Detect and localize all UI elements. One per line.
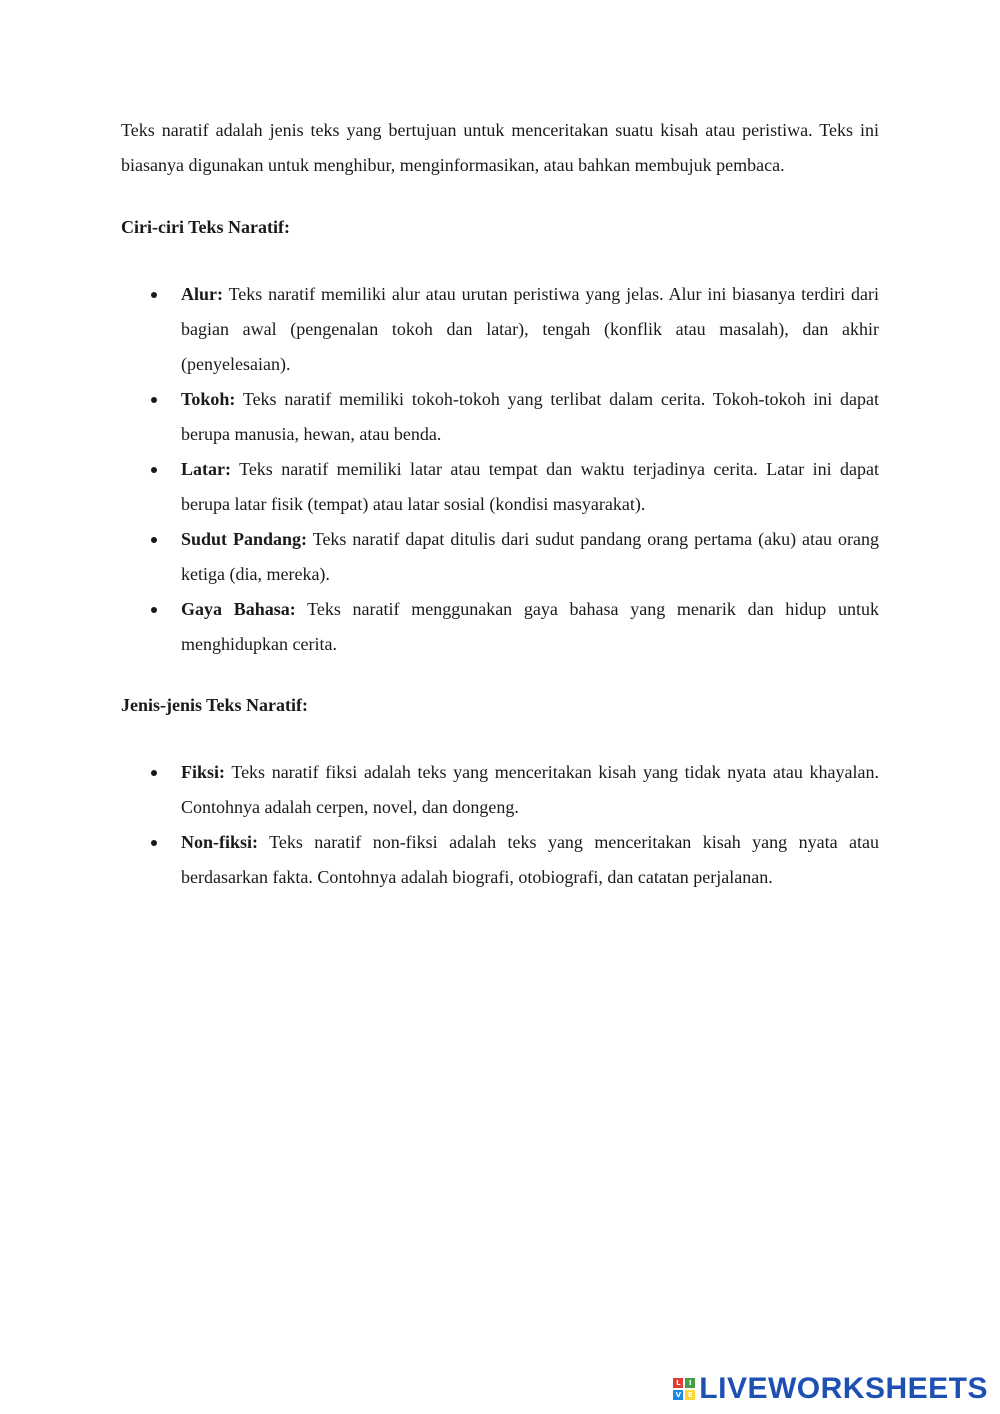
item-term: Non-fiksi: — [181, 832, 259, 852]
item-term: Sudut Pandang: — [181, 529, 308, 549]
logo-letter: I — [685, 1378, 695, 1388]
section-heading-ciri-ciri: Ciri-ciri Teks Naratif: — [121, 217, 290, 237]
item-term: Alur: — [181, 284, 223, 304]
list-item — [121, 522, 879, 592]
item-term: Tokoh: — [181, 389, 236, 409]
bullet-icon — [151, 840, 157, 846]
list-item — [121, 277, 879, 382]
list-item — [121, 452, 879, 522]
intro-paragraph: Teks naratif adalah jenis teks yang bertujuan untuk menceritakan suatu kisah atau peristiwa. Teks ini biasanya digunakan untuk menghibur, menginformasikan, atau bahkan membujuk pembaca. — [121, 120, 879, 175]
bullet-icon — [151, 607, 157, 613]
item-term: Fiksi: — [181, 762, 226, 782]
list-item — [121, 592, 879, 662]
logo-letter: L — [673, 1378, 683, 1388]
bullet-icon — [151, 292, 157, 298]
ciri-ciri-list — [121, 277, 879, 662]
bullet-icon — [151, 537, 157, 543]
item-text: Teks naratif dapat ditulis dari sudut pandang orang pertama (aku) atau orang ketiga (dia, mereka). — [181, 529, 879, 584]
bullet-icon — [151, 467, 157, 473]
item-text: Teks naratif memiliki latar atau tempat dan waktu terjadinya cerita. Latar ini dapat berupa latar fisik (tempat) atau latar sosial (kondisi masyarakat). — [181, 459, 879, 514]
document-page — [121, 113, 879, 895]
item-text: Teks naratif memiliki tokoh-tokoh yang terlibat dalam cerita. Tokoh-tokoh ini dapat berupa manusia, hewan, atau benda. — [181, 389, 879, 444]
jenis-jenis-list — [121, 755, 879, 895]
item-text: Teks naratif memiliki alur atau urutan peristiwa yang jelas. Alur ini biasanya terdiri dari bagian awal (pengenalan tokoh dan latar), tengah (konflik atau masalah), dan akhir (penyelesaian). — [181, 284, 879, 374]
item-text: Teks naratif fiksi adalah teks yang menceritakan kisah yang tidak nyata atau khayalan. Contohnya adalah cerpen, novel, dan dongeng. — [181, 762, 879, 817]
item-text: Teks naratif non-fiksi adalah teks yang menceritakan kisah yang nyata atau berdasarkan fakta. Contohnya adalah biografi, otobiografi, dan catatan perjalanan. — [181, 832, 879, 887]
logo-letter: V — [673, 1390, 683, 1400]
item-text: Teks naratif menggunakan gaya bahasa yang menarik dan hidup untuk menghidupkan cerita. — [181, 599, 879, 654]
item-term: Latar: — [181, 459, 231, 479]
section-heading-jenis-jenis: Jenis-jenis Teks Naratif: — [121, 695, 309, 715]
liveworksheets-logo-icon — [673, 1378, 695, 1400]
watermark-text: LIVEWORKSHEETS — [699, 1372, 988, 1405]
logo-letter: E — [685, 1390, 695, 1400]
list-item — [121, 825, 879, 895]
list-item — [121, 755, 879, 825]
bullet-icon — [151, 397, 157, 403]
list-item — [121, 382, 879, 452]
item-term: Gaya Bahasa: — [181, 599, 296, 619]
bullet-icon — [151, 770, 157, 776]
liveworksheets-watermark — [673, 1372, 988, 1406]
